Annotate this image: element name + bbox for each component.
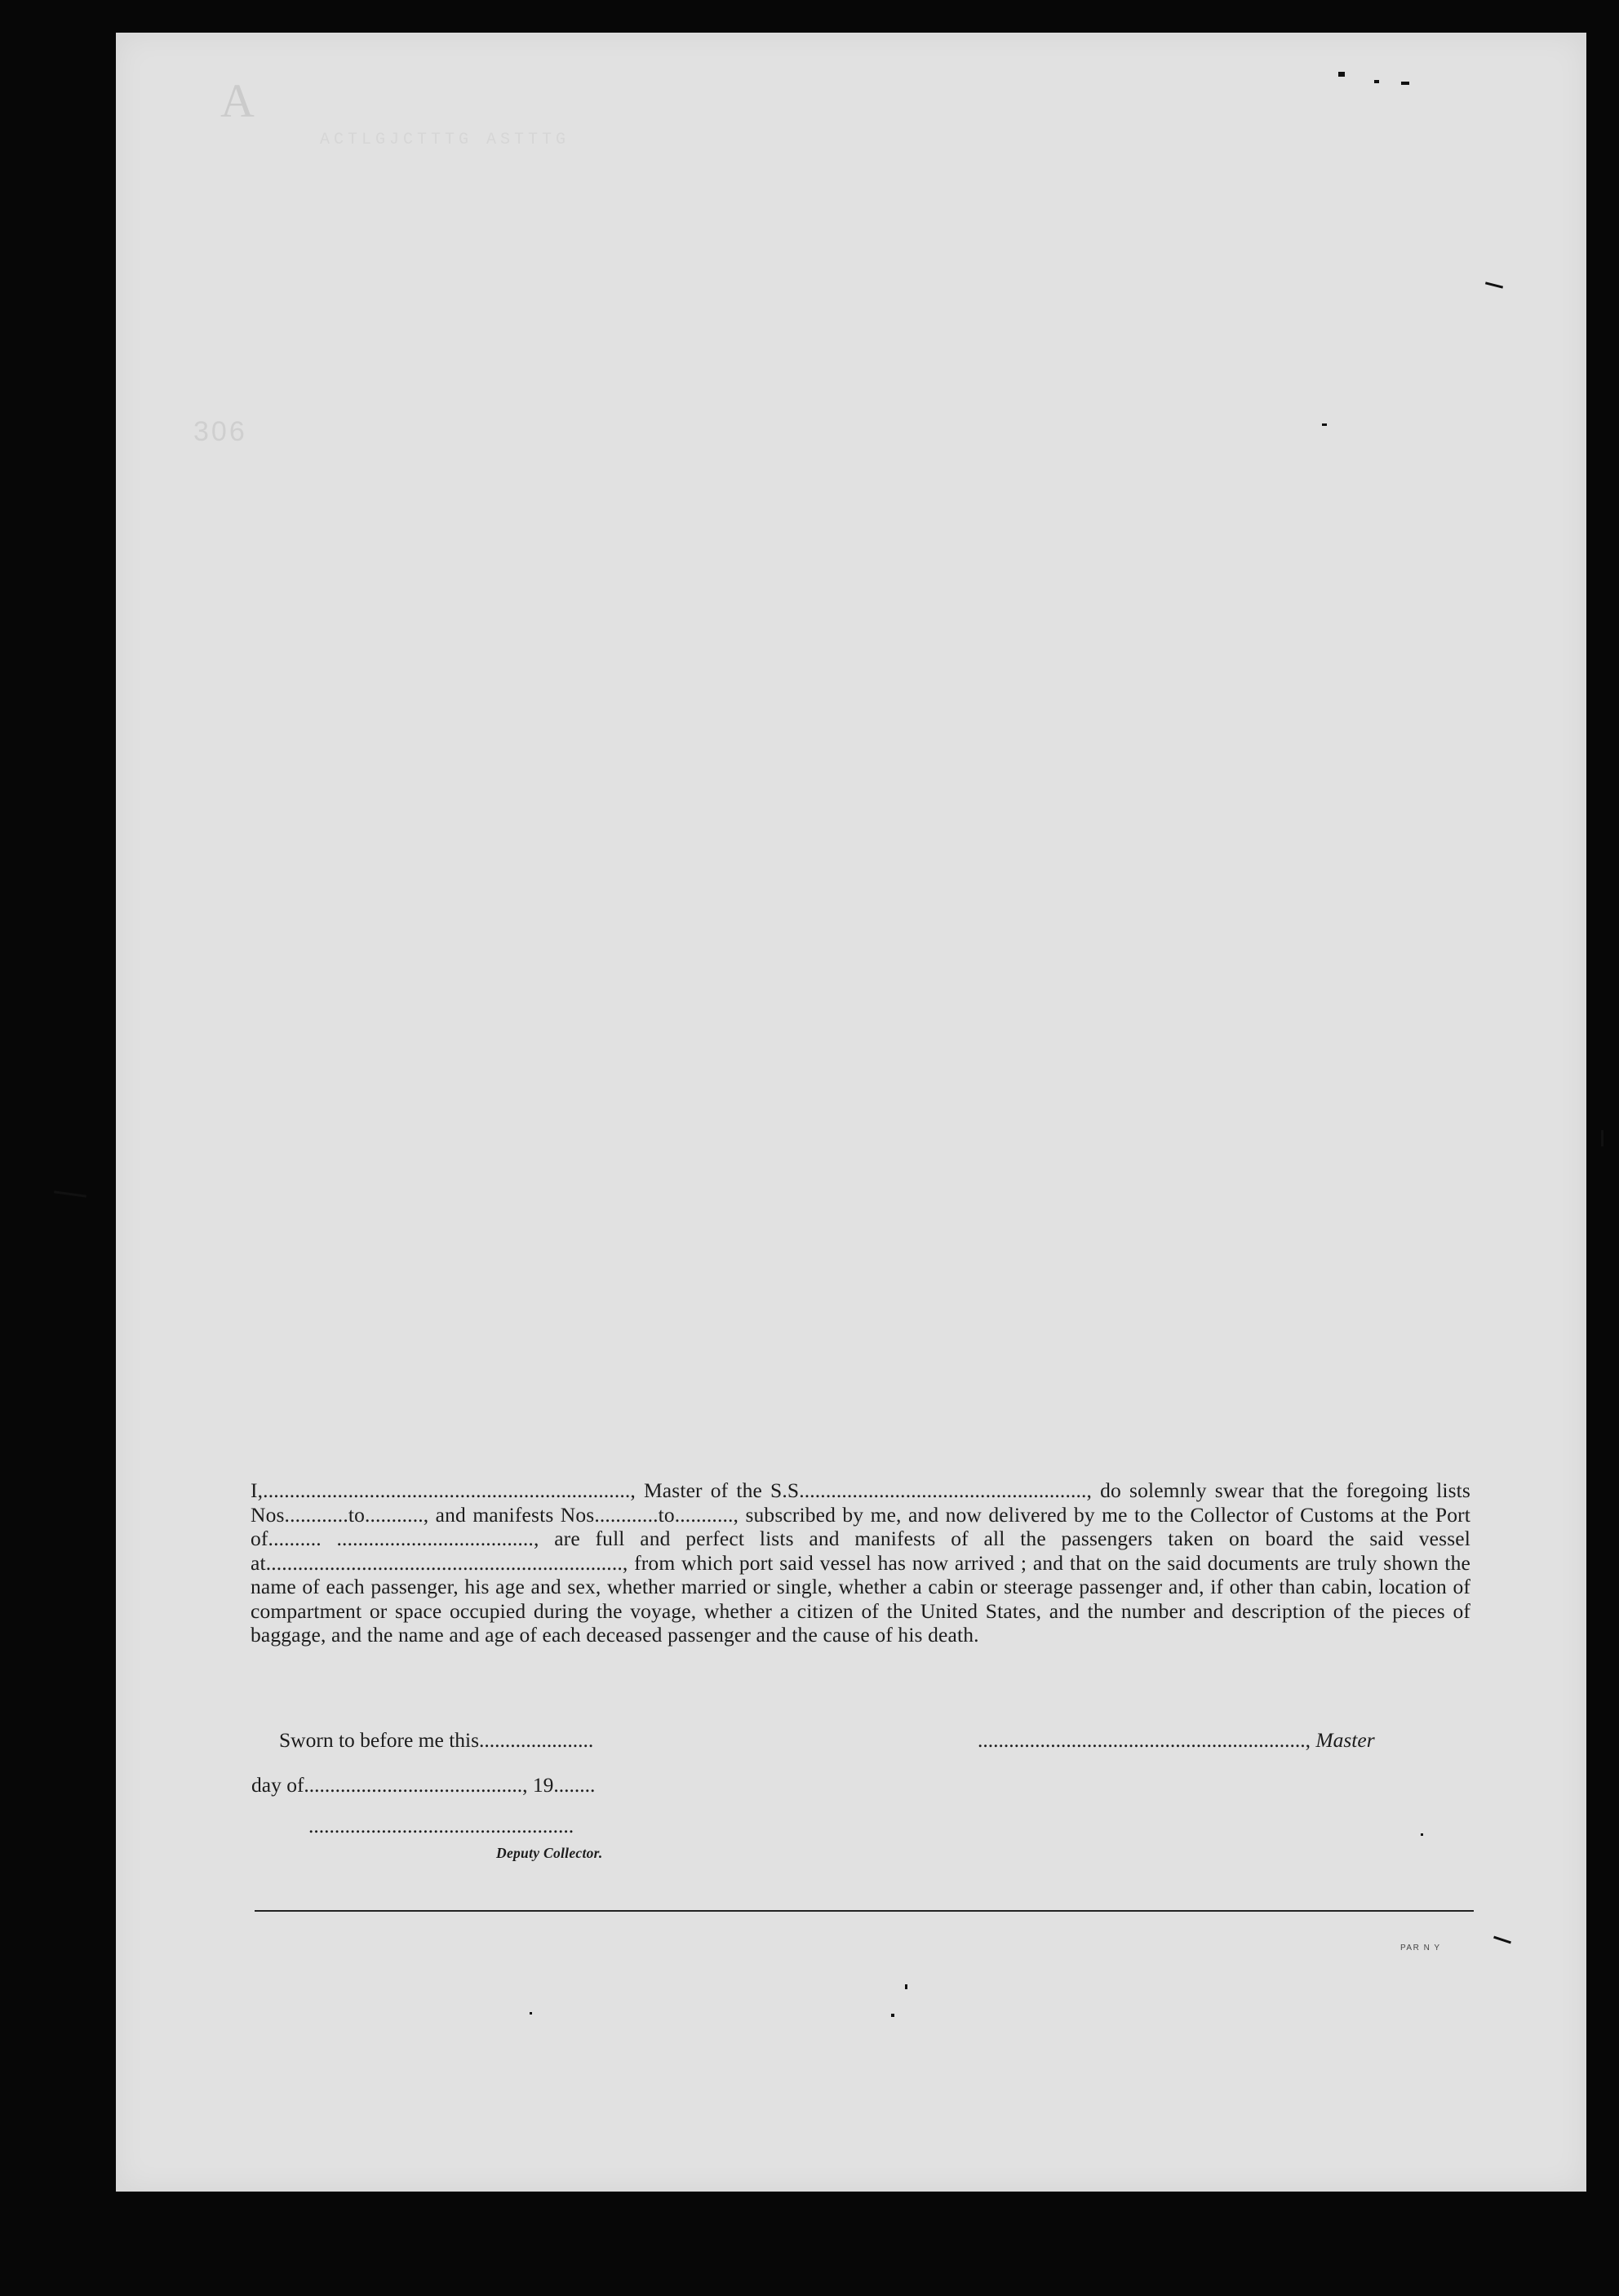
edge-speck: [54, 1190, 86, 1198]
ink-speck: [891, 2014, 894, 2017]
ink-speck: [1338, 72, 1345, 77]
form-page: [116, 33, 1586, 2192]
printer-mark: PAR N Y: [1400, 1944, 1441, 1952]
faint-page-number: 306: [193, 416, 247, 447]
master-signature-dots: ...............................................................,: [978, 1728, 1311, 1752]
edge-speck: [1601, 1130, 1603, 1146]
oath-text: I,....................................................................., Master of the S.S......................................................, do solemnly swear that the foregoing lists Nos............to..........., and manifests Nos............to..........., subscribed by me, and now delivered by me to the Collector of Customs at the Port of.......... ....................................., are full and perfect lists and manifests of all the passengers taken on board the said vessel at..................................................................., from which port said vessel has now arrived ; and that on the said documents are truly shown the name of each passenger, his age and sex, whether married or single, whether a cabin or steerage passenger and, if other than cabin, location of compartment or space occupied during the voyage, whether a citizen of the United States, and the number and description of the pieces of baggage, and the name and age of each deceased passenger and the cause of his death.: [251, 1478, 1470, 1647]
ink-speck: [905, 1984, 907, 1989]
master-oath-paragraph: [251, 1478, 1470, 1647]
ink-speck: [1322, 423, 1327, 426]
master-signature-line: [978, 1728, 1375, 1753]
day-of-line: day of.........................................., 19........: [251, 1773, 596, 1797]
ink-speck: [1374, 80, 1379, 83]
master-label: Master: [1315, 1728, 1375, 1752]
ink-speck: [1401, 82, 1409, 85]
faint-bleedthrough-stamp: ACTLGJCTTTG ASTTTG: [320, 131, 570, 149]
deputy-signature-dots: ...................................................: [308, 1814, 574, 1837]
ink-speck: [1485, 281, 1503, 288]
deputy-collector-label: Deputy Collector.: [496, 1845, 603, 1861]
horizontal-rule: [255, 1910, 1474, 1912]
ink-speck: [1493, 1936, 1511, 1944]
sworn-before-line: Sworn to before me this......................: [279, 1728, 594, 1752]
faint-handwritten-mark: A: [220, 74, 255, 127]
ink-speck: [530, 2012, 532, 2015]
ink-speck: [1421, 1833, 1423, 1836]
